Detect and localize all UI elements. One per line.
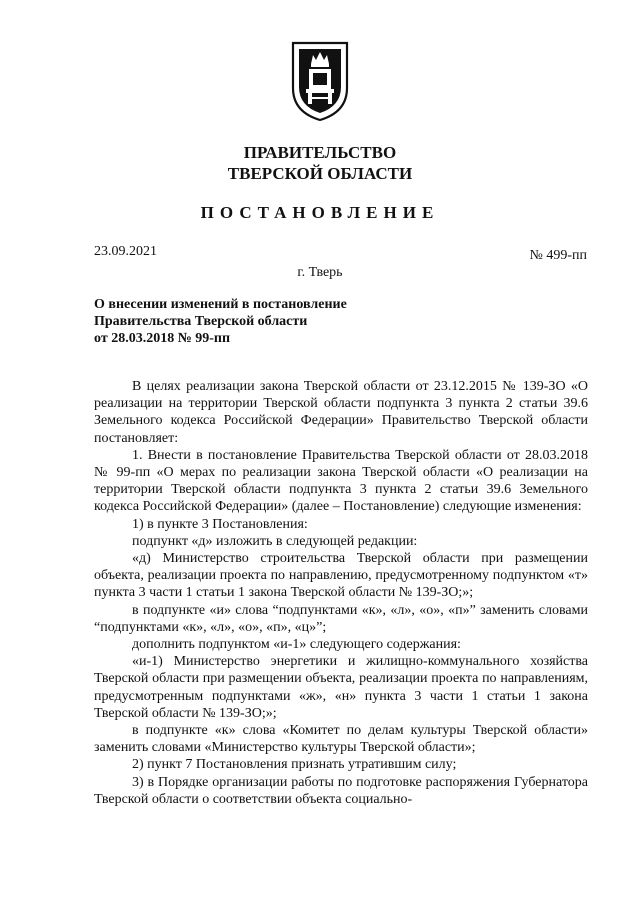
coat-of-arms-icon <box>290 40 350 122</box>
body-paragraph: дополнить подпунктом «и-1» следующего содержания: <box>132 637 461 653</box>
body-paragraph: 2) пункт 7 Постановления признать утратившим силу; <box>132 757 457 773</box>
org-name-line1: ПРАВИТЕЛЬСТВО <box>243 143 397 162</box>
body-paragraph: «и-1) Министерство энергетики и жилищно-коммунального хозяйства Тверской области при размещении объекта, реализации проекта по направлениям, предусмотренным подпунктами «ж», «н» пункта 3 части 1 статьи 1 закона Тверской области № 139-ЗО;»; <box>94 654 588 721</box>
body-paragraph: 1) в пункте 3 Постановления: <box>132 516 308 532</box>
subject-line: Правительства Тверской области <box>94 314 308 329</box>
org-name-line2: ТВЕРСКОЙ ОБЛАСТИ <box>227 164 413 183</box>
document-date: 23.09.2021 <box>94 244 157 259</box>
body-paragraph: «д) Министерство строительства Тверской области при размещении объекта, реализации проекта по направлению, предусмотренному подпунктом «т» пункта 3 части 1 статьи 1 закона Тверской области № 139-ЗО;»; <box>94 551 588 601</box>
document-type: ПОСТАНОВЛЕНИЕ <box>200 203 440 222</box>
document-number: № 499-пп <box>529 248 587 263</box>
document-body <box>94 378 588 808</box>
document-subject <box>94 296 347 347</box>
body-paragraph: 3) в Порядке организации работы по подготовке распоряжения Губернатора Тверской области о соответствии объекта социально- <box>94 774 588 807</box>
body-paragraph: 1. Внести в постановление Правительства Тверской области от 28.03.2018 № 99-пп «О мерах по реализации закона Тверской области «О реализации на территории Тверской области подпункта 3 пункта 2 статьи 39.6 Земельного кодекса Российской Федерации» (далее – Постановление) следующие изменения: <box>94 447 588 515</box>
body-paragraph: В целях реализации закона Тверской области от 23.12.2015 № 139-ЗО «О реализации на территории Тверской области подпункта 3 пункта 2 статьи 39.6 Земельного кодекса Российской Федерации» Правительство Тверской области постановляет: <box>94 379 588 446</box>
document-city: г. Тверь <box>297 265 343 280</box>
body-paragraph: в подпункте «к» слова «Комитет по делам культуры Тверской области» заменить словами «Министерство культуры Тверской области»; <box>94 723 588 756</box>
subject-line: О внесении изменений в постановление <box>94 297 347 312</box>
body-paragraph: в подпункте «и» слова “подпунктами «к», «л», «о», «п»” заменить словами “подпунктами «к», «л», «о», «п», «ц»”; <box>94 602 588 635</box>
subject-line: от 28.03.2018 № 99-пп <box>94 331 231 346</box>
body-paragraph: подпункт «д» изложить в следующей редакции: <box>132 533 418 549</box>
